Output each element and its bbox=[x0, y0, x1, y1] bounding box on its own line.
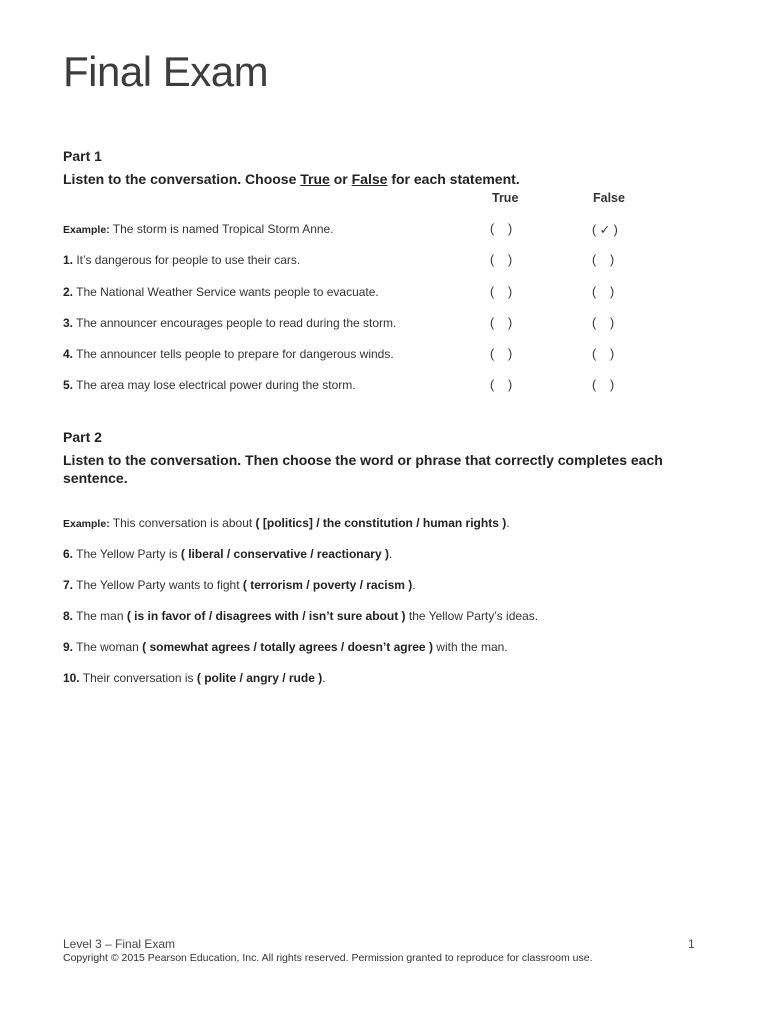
item-2-false-option[interactable]: ( ) bbox=[592, 285, 615, 299]
example-label: Example: bbox=[63, 518, 110, 530]
item-4-false-option[interactable]: ( ) bbox=[592, 347, 615, 361]
part2-item-8: 8. The man ( is in favor of / disagrees with / isn’t sure about ) the Yellow Party’s ideas. bbox=[63, 609, 539, 623]
item-2-true-option[interactable]: ( ) bbox=[490, 285, 513, 299]
item-4-true-option[interactable]: ( ) bbox=[490, 347, 513, 361]
example-choices: ( [politics] / the constitution / human rights ) bbox=[255, 516, 507, 530]
item-3-true-option[interactable]: ( ) bbox=[490, 316, 513, 330]
true-word: True bbox=[300, 171, 330, 187]
column-header-true: True bbox=[492, 191, 519, 205]
part1-item-1: 1. It’s dangerous for people to use their cars. bbox=[63, 253, 301, 267]
part2-heading: Part 2 bbox=[63, 429, 102, 445]
item-5-true-option[interactable]: ( ) bbox=[490, 378, 513, 392]
item-1-false-option[interactable]: ( ) bbox=[592, 253, 615, 267]
part1-item-3: 3. The announcer encourages people to read during the storm. bbox=[63, 316, 397, 330]
item-6-choices[interactable]: ( liberal / conservative / reactionary ) bbox=[180, 547, 389, 561]
part1-item-2: 2. The National Weather Service wants people to evacuate. bbox=[63, 285, 379, 299]
example-true-option[interactable]: ( ) bbox=[490, 222, 513, 236]
part2-instruction: Listen to the conversation. Then choose the word or phrase that correctly completes each sentence. bbox=[63, 452, 663, 486]
page-title: Final Exam bbox=[63, 48, 269, 95]
example-label: Example: bbox=[63, 224, 110, 236]
false-word: False bbox=[351, 171, 388, 187]
item-7-choices[interactable]: ( terrorism / poverty / racism ) bbox=[242, 578, 413, 592]
item-3-false-option[interactable]: ( ) bbox=[592, 316, 615, 330]
item-9-choices[interactable]: ( somewhat agrees / totally agrees / doesn’t agree ) bbox=[142, 640, 433, 654]
item-10-choices[interactable]: ( polite / angry / rude ) bbox=[196, 671, 323, 685]
column-header-false: False bbox=[593, 191, 625, 205]
item-1-true-option[interactable]: ( ) bbox=[490, 253, 513, 267]
part1-example: Example: The storm is named Tropical Storm Anne. bbox=[63, 222, 334, 236]
part1-item-4: 4. The announcer tells people to prepare for dangerous winds. bbox=[63, 347, 394, 361]
part2-item-10: 10. Their conversation is ( polite / angry / rude ). bbox=[63, 671, 326, 685]
item-8-choices[interactable]: ( is in favor of / disagrees with / isn’t sure about ) bbox=[126, 609, 406, 623]
part2-item-6: 6. The Yellow Party is ( liberal / conservative / reactionary ). bbox=[63, 547, 393, 561]
part2-item-7: 7. The Yellow Party wants to fight ( terrorism / poverty / racism ). bbox=[63, 578, 416, 592]
page-number: 1 bbox=[688, 937, 695, 951]
part2-example: Example: This conversation is about ( [politics] / the constitution / human rights ). bbox=[63, 516, 510, 530]
copyright-notice: Copyright © 2015 Pearson Education, Inc. All rights reserved. Permission granted to reproduce for classroom use. bbox=[63, 952, 593, 964]
item-5-false-option[interactable]: ( ) bbox=[592, 378, 615, 392]
part2-item-9: 9. The woman ( somewhat agrees / totally agrees / doesn’t agree ) with the man. bbox=[63, 640, 508, 654]
footer-level-label: Level 3 – Final Exam bbox=[63, 937, 176, 951]
part1-item-5: 5. The area may lose electrical power during the storm. bbox=[63, 378, 356, 392]
part1-heading: Part 1 bbox=[63, 148, 102, 164]
example-false-option-checked[interactable]: ( ✓ ) bbox=[592, 223, 618, 237]
part1-instruction: Listen to the conversation. Choose True or False for each statement. bbox=[63, 171, 520, 187]
